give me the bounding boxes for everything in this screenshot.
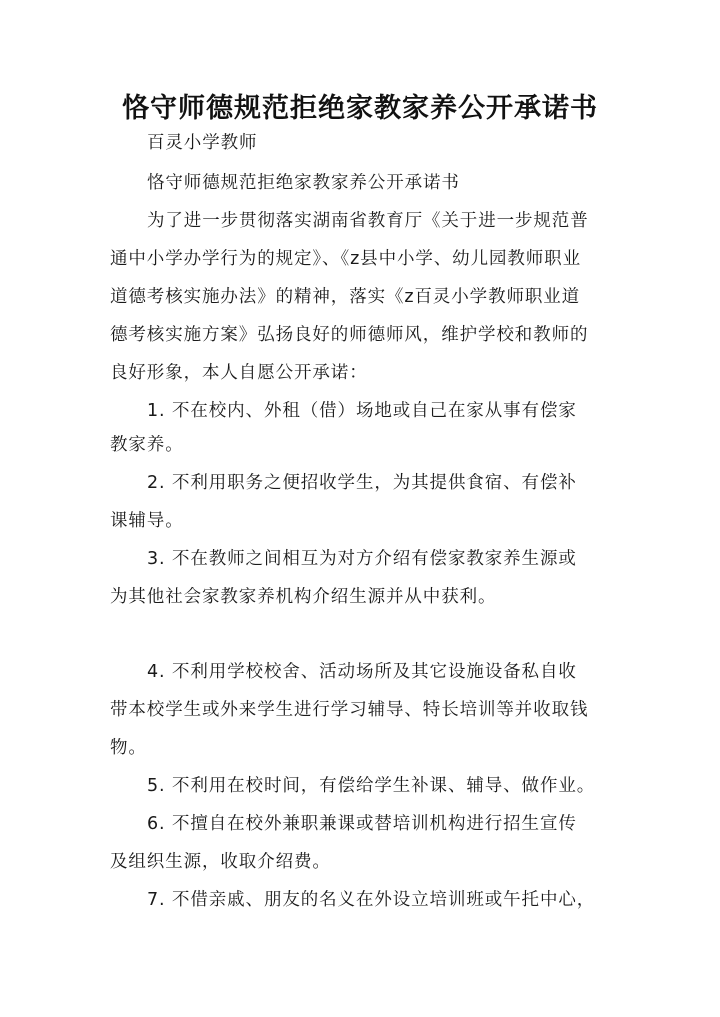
commitment-item-4-cont: 物。: [110, 738, 147, 758]
commitment-item-4: 4. 不利用学校校舍、活动场所及其它设施设备私自收: [147, 662, 577, 682]
commitment-item-2: 2. 不利用职务之便招收学生，为其提供食宿、有偿补: [147, 473, 577, 493]
commitment-item-7: 7. 不借亲戚、朋友的名义在外设立培训班或午托中心，: [147, 890, 596, 910]
document-title: 恪守师德规范拒绝家教家养公开承诺书: [122, 93, 598, 124]
intro-line: 德考核实施方案》弘扬良好的师德师风，维护学校和教师的: [110, 325, 589, 345]
commitment-item-3-cont: 为其他社会家教家养机构介绍生源并从中获利。: [110, 587, 497, 607]
intro-line: 通中小学办学行为的规定》、《z县中小学、幼儿园教师职业: [110, 249, 581, 269]
intro-line: 为了进一步贯彻落实湖南省教育厅《关于进一步规范普: [147, 211, 589, 231]
commitment-item-4-cont: 带本校学生或外来学生进行学习辅导、特长培训等并收取钱: [110, 700, 589, 720]
commitment-item-3: 3. 不在教师之间相互为对方介绍有偿家教家养生源或: [147, 549, 577, 569]
commitment-item-1: 1. 不在校内、外租（借）场地或自己在家从事有偿家: [147, 401, 577, 421]
school-line: 百灵小学教师: [147, 133, 258, 153]
intro-line: 良好形象，本人自愿公开承诺：: [110, 363, 368, 383]
document-subtitle: 恪守师德规范拒绝家教家养公开承诺书: [147, 173, 460, 193]
commitment-item-6: 6. 不擅自在校外兼职兼课或替培训机构进行招生宣传: [147, 814, 577, 834]
commitment-item-6-cont: 及组织生源，收取介绍费。: [110, 852, 331, 872]
intro-line: 道德考核实施办法》的精神，落实《z百灵小学教师职业道: [110, 287, 581, 307]
commitment-item-1-cont: 教家养。: [110, 435, 184, 455]
commitment-item-5: 5. 不利用在校时间，有偿给学生补课、辅导、做作业。: [147, 776, 596, 796]
commitment-item-2-cont: 课辅导。: [110, 511, 184, 531]
